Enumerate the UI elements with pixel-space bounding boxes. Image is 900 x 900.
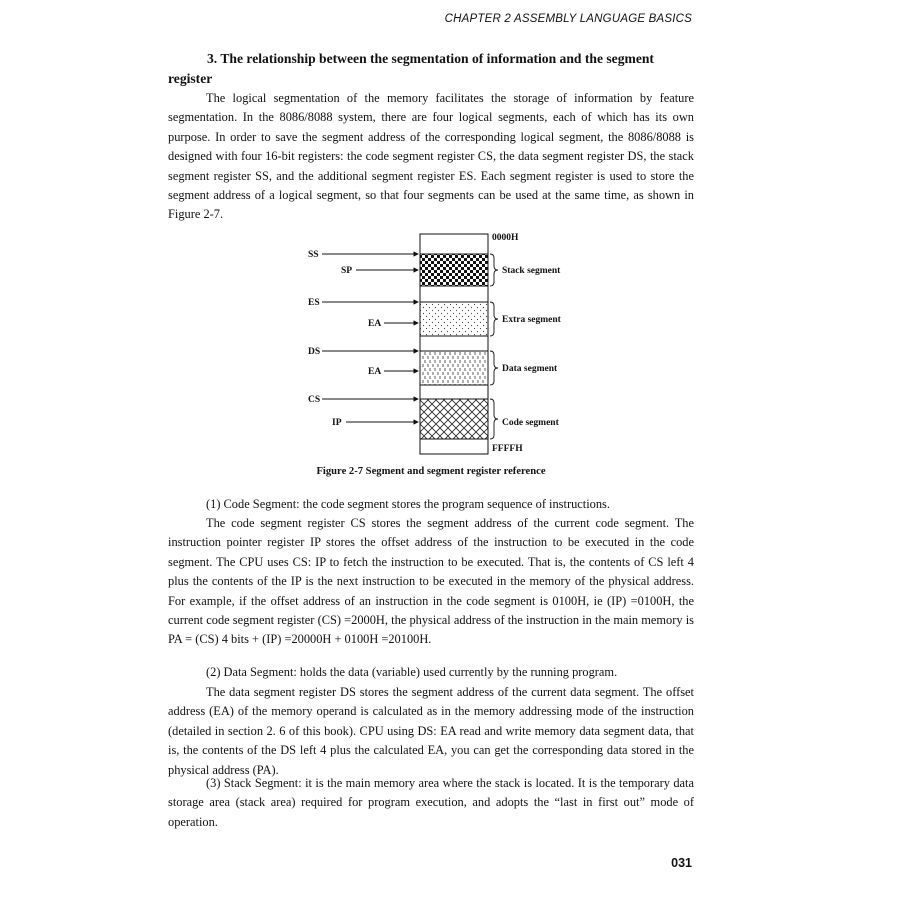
code-brace — [490, 399, 498, 439]
stack-brace — [490, 254, 498, 286]
extra-segment-label: Extra segment — [502, 315, 561, 325]
code-segment-block — [420, 399, 488, 439]
section-title: The relationship between the segmentation of information and the segment register — [168, 51, 654, 86]
page-number: 031 — [671, 856, 692, 870]
cs-register-label: CS — [308, 395, 321, 405]
code-segment-paragraph: The code segment register CS stores the segment address of the current code segment. The instruction pointer register IP stores the offset address of the instruction to be executed in the code segment. The CPU uses CS: IP to fetch the instruction to be executed. That is, the contents of CS left 4 plus the contents of the IP is the next instruction to be executed in the memory of the physical address. For example, if the offset address of an instruction in the code segment is 0100H, ie (IP) =0100H, the current code segment register (CS) =2000H, the physical address of the instruction in the main memory is PA = (CS) 4 bits + (IP) =20000H + 0100H =20100H. — [168, 516, 694, 647]
extra-brace — [490, 302, 498, 336]
data-segment-label: Data segment — [502, 364, 558, 374]
running-head: CHAPTER 2 ASSEMBLY LANGUAGE BASICS — [444, 13, 692, 25]
extra-segment-block — [420, 302, 488, 336]
data-segment-paragraph: The data segment register DS stores the segment address of the current data segment. The offset address (EA) of the memory operand is calculated as in the memory addressing mode of the instruction (detailed in section 2. 6 of this book). CPU using DS: EA read and write memory data segment data, that is, the contents of the DS left 4 plus the calculated EA, you can get the corresponding data stored in the physical address (PA). — [168, 685, 694, 777]
sp-register-label: SP — [341, 266, 353, 276]
section-heading — [168, 49, 694, 89]
stack-segment-block — [420, 254, 488, 286]
stack-segment-label: Stack segment — [502, 266, 561, 276]
address-top-label: 0000H — [492, 233, 519, 243]
ss-register-label: SS — [308, 250, 319, 260]
ea-extra-label: EA — [368, 319, 382, 329]
intro-paragraph: The logical segmentation of the memory facilitates the storage of information by feature segmentation. In the 8086/8088 system, there are four logical segments, each of which has its own purpose. In order to save the segment address of the corresponding logical segment, the 8086/8088 is designed with four 16-bit registers: the code segment register CS, the data segment register DS, the stack segment register SS, and the additional segment register ES. Each segment register is used to store the segment address of a logical segment, so that four segments can be used at the same time, as shown in Figure 2-7. — [168, 91, 694, 222]
code-segment-definition: (1) Code Segment: the code segment stores the program sequence of instructions. — [206, 497, 610, 511]
ip-register-label: IP — [332, 418, 342, 428]
segment-register-figure — [296, 228, 616, 490]
figure-caption: Figure 2-7 Segment and segment register reference — [316, 466, 546, 477]
ds-register-label: DS — [308, 347, 321, 357]
memory-segment-diagram — [296, 228, 616, 490]
ea-data-label: EA — [368, 367, 382, 377]
section-number: 3. — [207, 51, 218, 66]
address-bottom-label: FFFFH — [492, 444, 523, 454]
data-segment-definition: (2) Data Segment: holds the data (variable) used currently by the running program. — [206, 665, 618, 679]
stack-segment-paragraph: (3) Stack Segment: it is the main memory area where the stack is located. It is the temporary data storage area (stack area) required for program execution, and adopts the “last in first out” mode of operation. — [168, 776, 694, 829]
data-brace — [490, 351, 498, 385]
data-segment-block — [420, 351, 488, 385]
es-register-label: ES — [308, 298, 320, 308]
code-segment-label: Code segment — [502, 418, 559, 428]
